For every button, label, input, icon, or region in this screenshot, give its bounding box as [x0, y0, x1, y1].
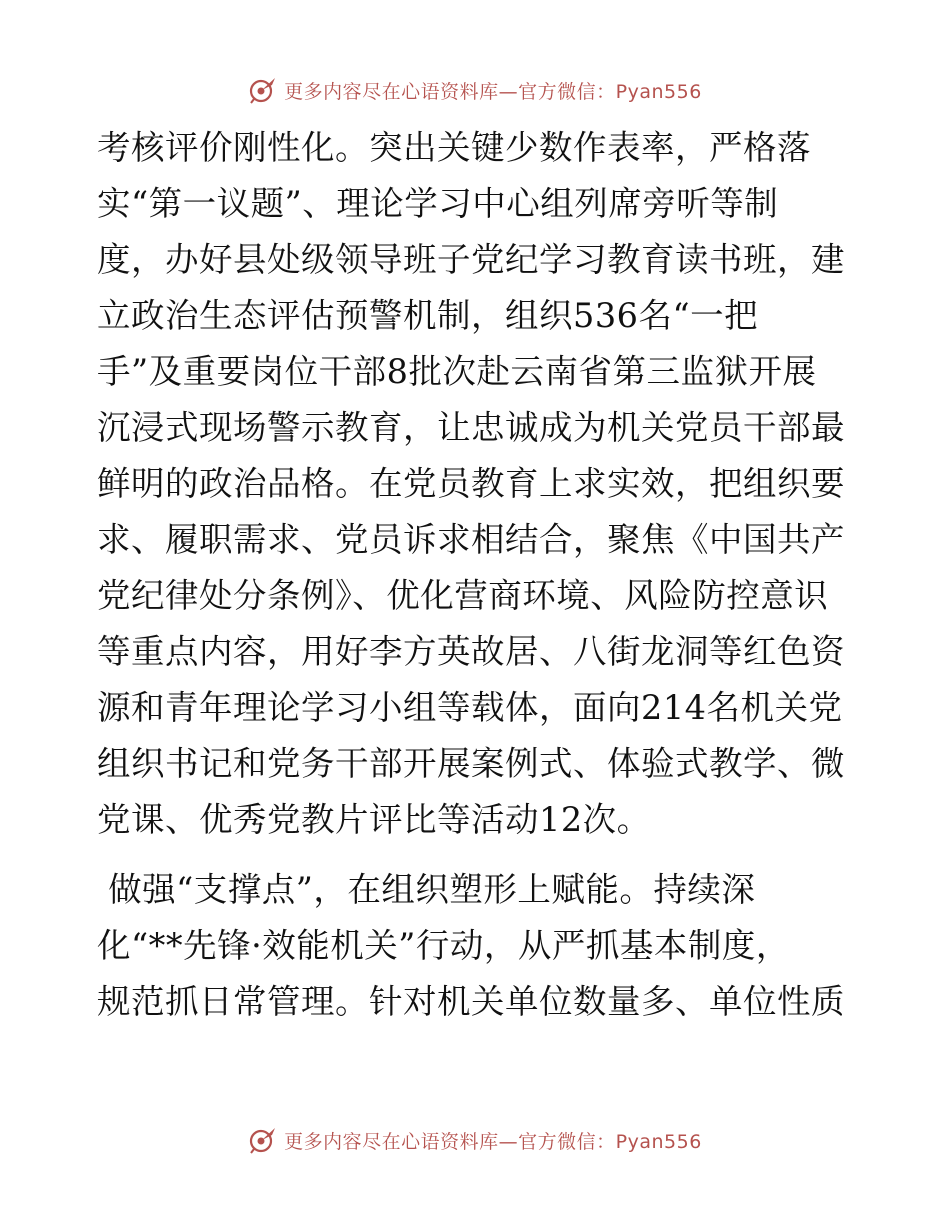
- text-line: 规范抓日常管理。针对机关单位数量多、单位性质: [97, 982, 845, 1021]
- text-line: 考核评价刚性化。突出关键少数作表率，严格落: [97, 128, 811, 167]
- text-line: 度，办好县处级领导班子党纪学习教育读书班，建: [97, 240, 845, 279]
- paragraph-1: [97, 120, 857, 848]
- text-line: 立政治生态评估预警机制，组织536名“一把: [97, 296, 759, 335]
- text-line: 做强“支撑点”，在组织塑形上赋能。持续深: [97, 870, 756, 909]
- document-body: [97, 120, 857, 1030]
- watermark-text: 更多内容尽在心语资料库—官方微信：Pyan556: [284, 80, 702, 103]
- text-line: 沉浸式现场警示教育，让忠诚成为机关党员干部最: [97, 408, 845, 447]
- quill-seal-icon: [248, 75, 278, 105]
- text-line: 手”及重要岗位干部8批次赴云南省第三监狱开展: [97, 352, 817, 391]
- text-line: 源和青年理论学习小组等载体，面向214名机关党: [97, 688, 843, 727]
- text-line: 党纪律处分条例》、优化营商环境、风险防控意识: [97, 576, 829, 615]
- text-line: 等重点内容，用好李方英故居、八街龙洞等红色资: [97, 632, 845, 671]
- text-line: 党课、优秀党教片评比等活动12次。: [97, 800, 651, 839]
- watermark-text: 更多内容尽在心语资料库—官方微信：Pyan556: [284, 1130, 702, 1153]
- text-line: 鲜明的政治品格。在党员教育上求实效，把组织要: [97, 464, 845, 503]
- text-line: 实“第一议题”、理论学习中心组列席旁听等制: [97, 184, 779, 223]
- paragraph-2: [97, 862, 857, 1030]
- footer-watermark: [0, 1120, 950, 1160]
- paragraph-gap: [97, 848, 857, 862]
- text-line: 化“**先锋·效能机关”行动，从严抓基本制度，: [97, 926, 790, 965]
- text-line: 组织书记和党务干部开展案例式、体验式教学、微: [97, 744, 845, 783]
- quill-seal-icon: [248, 1125, 278, 1155]
- header-watermark: [0, 70, 950, 110]
- text-line: 求、履职需求、党员诉求相结合，聚焦《中国共产: [97, 520, 845, 559]
